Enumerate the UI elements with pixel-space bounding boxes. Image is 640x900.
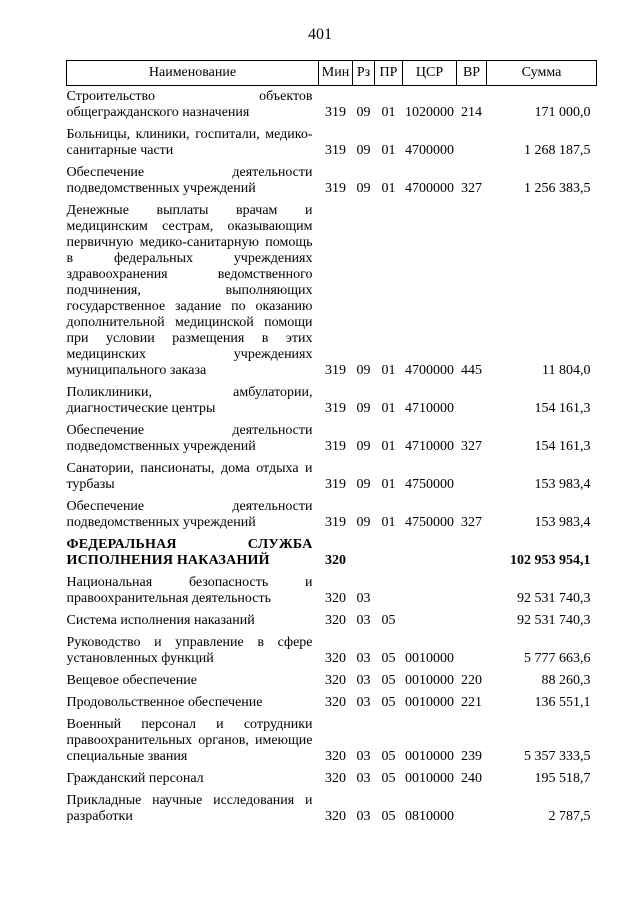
header-csr: ЦСР [403, 61, 457, 86]
cell-sum: 88 260,3 [541, 673, 591, 688]
cell-csr: 4710000 [405, 401, 454, 416]
table-row [67, 765, 597, 787]
cell-min: 319 [325, 515, 346, 530]
table-row [67, 121, 597, 159]
cell-sum: 1 256 383,5 [524, 181, 591, 196]
table-row [67, 531, 597, 569]
cell-name: Система исполнения наказаний [66, 613, 255, 628]
cell-sum: 154 161,3 [534, 401, 591, 416]
cell-name: Обеспечение деятельности подведомственных учреждений [66, 423, 313, 454]
cell-csr [403, 531, 457, 569]
cell-pr: 05 [381, 695, 396, 710]
cell-min: 319 [325, 477, 346, 492]
header-rz: Рз [353, 61, 375, 86]
cell-vr [457, 121, 487, 159]
cell-pr: 05 [381, 651, 396, 666]
table-row [67, 455, 597, 493]
cell-csr: 4710000 [405, 439, 454, 454]
cell-name: Больницы, клиники, госпитали, медико-санитарные части [66, 127, 313, 158]
table-header [67, 61, 597, 86]
cell-csr [403, 607, 457, 629]
cell-min: 320 [325, 695, 346, 710]
cell-min: 319 [325, 401, 346, 416]
cell-pr: 05 [381, 673, 396, 688]
cell-rz: 03 [356, 591, 371, 606]
cell-vr: 240 [461, 771, 482, 786]
cell-csr [403, 569, 457, 607]
cell-vr [457, 531, 487, 569]
cell-rz: 09 [356, 439, 371, 454]
cell-min: 319 [325, 181, 346, 196]
cell-rz: 03 [356, 749, 371, 764]
cell-name: ФЕДЕРАЛЬНАЯ СЛУЖБА ИСПОЛНЕНИЯ НАКАЗАНИЙ [66, 537, 313, 568]
table-row [67, 629, 597, 667]
cell-vr: 327 [461, 439, 482, 454]
cell-sum: 92 531 740,3 [517, 591, 591, 606]
cell-csr: 0010000 [405, 771, 454, 786]
page-number: 401 [308, 26, 332, 43]
cell-min: 320 [325, 553, 346, 568]
cell-sum: 1 268 187,5 [524, 143, 591, 158]
table-row [67, 86, 597, 122]
cell-rz: 03 [356, 771, 371, 786]
cell-min: 320 [325, 591, 346, 606]
cell-min: 319 [325, 143, 346, 158]
cell-rz: 03 [356, 673, 371, 688]
cell-vr [457, 379, 487, 417]
cell-min: 319 [325, 439, 346, 454]
cell-vr: 239 [461, 749, 482, 764]
cell-min: 320 [325, 749, 346, 764]
cell-vr [457, 569, 487, 607]
cell-vr [457, 607, 487, 629]
cell-vr: 327 [461, 181, 482, 196]
cell-vr: 220 [461, 673, 482, 688]
cell-sum: 102 953 954,1 [510, 553, 591, 568]
cell-csr: 4700000 [405, 181, 454, 196]
table-row [67, 417, 597, 455]
cell-min: 320 [325, 673, 346, 688]
cell-pr: 05 [381, 809, 396, 824]
table-row [67, 607, 597, 629]
cell-csr: 0010000 [405, 749, 454, 764]
cell-vr: 327 [461, 515, 482, 530]
table-row [67, 379, 597, 417]
cell-name: Строительство объектов общегражданского назначения [66, 89, 313, 120]
cell-pr: 05 [381, 613, 396, 628]
cell-name: Обеспечение деятельности подведомственных учреждений [66, 165, 313, 196]
table-row [67, 689, 597, 711]
cell-sum: 5 777 663,6 [524, 651, 591, 666]
cell-pr: 01 [381, 363, 396, 378]
header-pr: ПР [375, 61, 403, 86]
cell-name: Гражданский персонал [66, 771, 204, 786]
cell-sum: 2 787,5 [548, 809, 591, 824]
cell-csr: 1020000 [405, 105, 454, 120]
cell-sum: 154 161,3 [534, 439, 591, 454]
cell-vr [457, 787, 487, 825]
cell-pr: 01 [381, 477, 396, 492]
cell-name: Вещевое обеспечение [66, 673, 197, 688]
cell-csr: 4700000 [405, 363, 454, 378]
cell-sum: 153 983,4 [534, 515, 591, 530]
cell-sum: 92 531 740,3 [517, 613, 591, 628]
table-row [67, 569, 597, 607]
table-row [67, 787, 597, 825]
cell-rz: 09 [356, 143, 371, 158]
cell-csr: 4750000 [405, 477, 454, 492]
cell-sum: 11 804,0 [542, 363, 591, 378]
cell-pr: 01 [381, 439, 396, 454]
cell-pr: 05 [381, 771, 396, 786]
cell-sum: 5 357 333,5 [524, 749, 591, 764]
cell-vr [457, 455, 487, 493]
cell-name: Национальная безопасность и правоохранительная деятельность [66, 575, 313, 606]
table-body [67, 86, 597, 826]
table-row [67, 711, 597, 765]
cell-rz [353, 531, 375, 569]
table-row [67, 667, 597, 689]
table-row [67, 159, 597, 197]
cell-rz: 03 [356, 695, 371, 710]
cell-rz: 03 [356, 613, 371, 628]
cell-min: 320 [325, 771, 346, 786]
table-row [67, 493, 597, 531]
cell-name: Прикладные научные исследования и разработки [66, 793, 313, 824]
budget-table [66, 60, 597, 825]
header-min: Мин [319, 61, 353, 86]
cell-min: 320 [325, 613, 346, 628]
cell-rz: 09 [356, 401, 371, 416]
cell-rz: 09 [356, 515, 371, 530]
cell-sum: 171 000,0 [534, 105, 591, 120]
cell-rz: 09 [356, 477, 371, 492]
cell-vr: 445 [461, 363, 482, 378]
cell-min: 319 [325, 105, 346, 120]
cell-pr: 01 [381, 105, 396, 120]
cell-pr: 05 [381, 749, 396, 764]
cell-min: 319 [325, 363, 346, 378]
cell-sum: 195 518,7 [534, 771, 591, 786]
cell-pr [375, 531, 403, 569]
cell-name: Поликлиники, амбулатории, диагностические центры [66, 385, 313, 416]
cell-name: Продовольственное обеспечение [66, 695, 263, 710]
cell-name: Военный персонал и сотрудники правоохранительных органов, имеющие специальные звания [66, 717, 313, 764]
cell-rz: 09 [356, 105, 371, 120]
cell-name: Обеспечение деятельности подведомственных учреждений [66, 499, 313, 530]
table-row [67, 197, 597, 379]
cell-min: 320 [325, 809, 346, 824]
cell-pr: 01 [381, 181, 396, 196]
cell-name: Санатории, пансионаты, дома отдыха и турбазы [66, 461, 313, 492]
cell-pr [375, 569, 403, 607]
cell-csr: 0810000 [405, 809, 454, 824]
cell-sum: 136 551,1 [534, 695, 591, 710]
header-sum: Сумма [487, 61, 597, 86]
cell-sum: 153 983,4 [534, 477, 591, 492]
header-name: Наименование [67, 61, 319, 86]
cell-pr: 01 [381, 143, 396, 158]
header-vr: ВР [457, 61, 487, 86]
cell-csr: 4750000 [405, 515, 454, 530]
cell-csr: 0010000 [405, 673, 454, 688]
cell-rz: 09 [356, 363, 371, 378]
cell-pr: 01 [381, 401, 396, 416]
cell-csr: 4700000 [405, 143, 454, 158]
cell-name: Руководство и управление в сфере установленных функций [66, 635, 313, 666]
cell-vr [457, 629, 487, 667]
cell-vr: 214 [461, 105, 482, 120]
cell-rz: 03 [356, 809, 371, 824]
cell-name: Денежные выплаты врачам и медицинским сестрам, оказывающим первичную медико-санитарную помощь в федеральных учреждениях здравоохранения ведомственного подчинения, выполняющих государственное задание по оказанию дополнительной медицинской помощи при условии размещения в этих медицинских учреждениях муниципального заказа [66, 203, 313, 378]
cell-vr: 221 [461, 695, 482, 710]
cell-csr: 0010000 [405, 651, 454, 666]
cell-pr: 01 [381, 515, 396, 530]
cell-min: 320 [325, 651, 346, 666]
cell-csr: 0010000 [405, 695, 454, 710]
cell-rz: 09 [356, 181, 371, 196]
cell-rz: 03 [356, 651, 371, 666]
